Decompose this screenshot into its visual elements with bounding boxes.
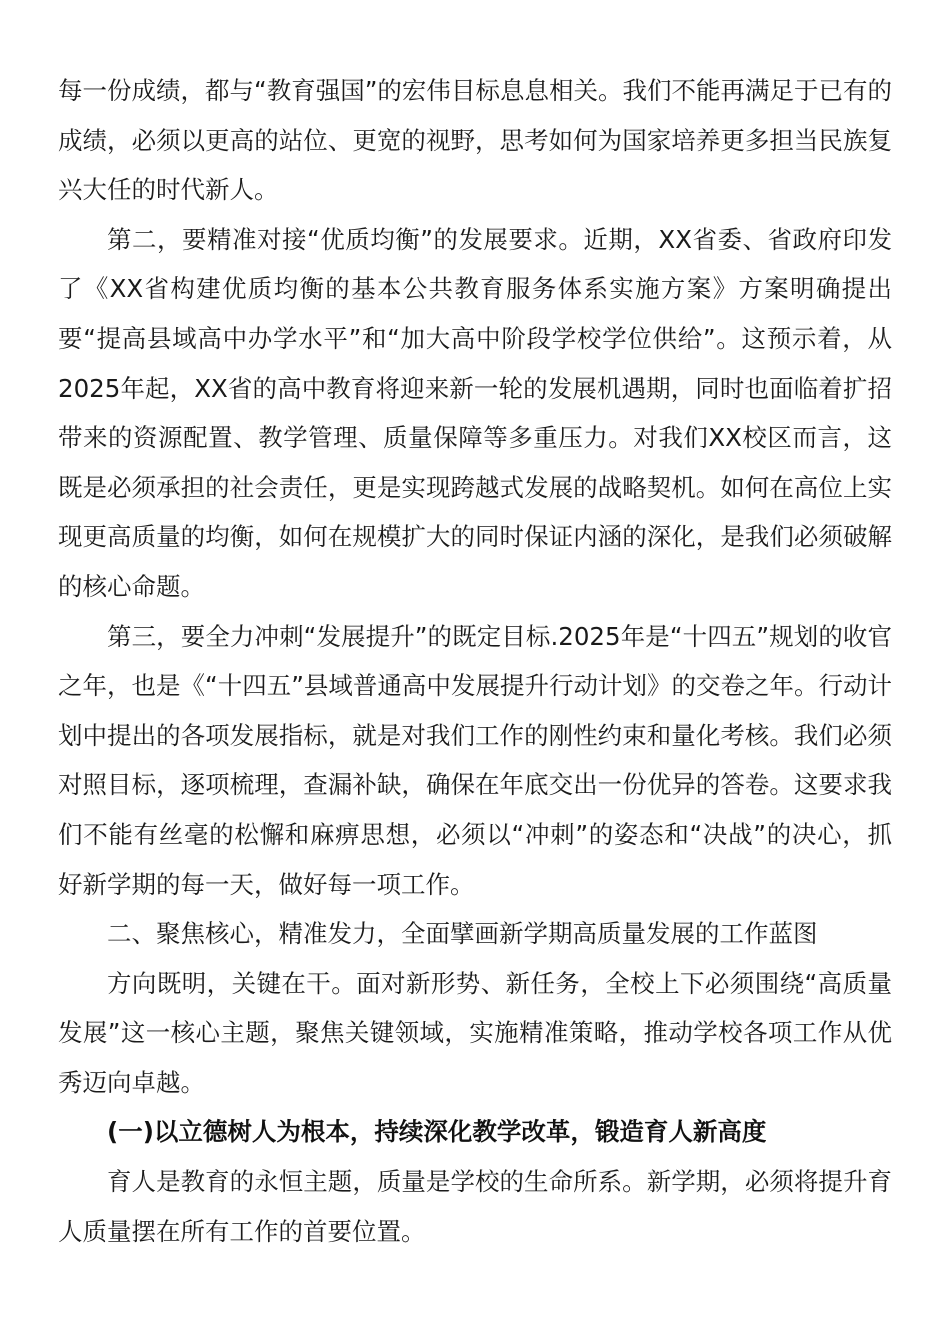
paragraph-education-quality: 育人是教育的永恒主题，质量是学校的生命所系。新学期，必须将提升育人质量摆在所有工作的首要位置。 [58, 1167, 892, 1246]
paragraph-direction: 方向既明，关键在干。面对新形势、新任务，全校上下必须围绕“高质量发展”这一核心主题，聚焦关键领域，实施精准策略，推动学校各项工作从优秀迈向卓越。 [58, 968, 892, 1097]
paragraph-second-requirement: 第二，要精准对接“优质均衡”的发展要求。近期，XX省委、省政府印发了《XX省构建优质均衡的基本公共教育服务体系实施方案》方案明确提出要“提高县域高中办学水平”和“加大高中阶段学校学位供给”。这预示着，从2025年起，XX省的高中教育将迎来新一轮的发展机遇期，同时也面临着扩招带来的资源配置、教学管理、质量保障等多重压力。对我们XX校区而言，这既是必须承担的社会责任，更是实现跨越式发展的战略契机。如何在高位上实现更高质量的均衡，如何在规模扩大的同时保证内涵的深化，是我们必须破解的核心命题。 [58, 224, 892, 601]
section-heading-two: 二、聚焦核心，精准发力，全面擘画新学期高质量发展的工作蓝图 [107, 919, 818, 949]
document-body [58, 66, 892, 1256]
subsection-heading-one: (一)以立德树人为根本，持续深化教学改革，锻造育人新高度 [107, 1117, 767, 1147]
paragraph-continuation: 每一份成绩，都与“教育强国”的宏伟目标息息相关。我们不能再满足于已有的成绩，必须以更高的站位、更宽的视野，思考如何为国家培养更多担当民族复兴大任的时代新人。 [58, 76, 892, 205]
paragraph-third-goal: 第三，要全力冲刺“发展提升”的既定目标.2025年是“十四五”规划的收官之年，也是《“十四五”县域普通高中发展提升行动计划》的交卷之年。行动计划中提出的各项发展指标，就是对我们工作的刚性约束和量化考核。我们必须对照目标，逐项梳理，查漏补缺，确保在年底交出一份优异的答卷。这要求我们不能有丝毫的松懈和麻痹思想，必须以“冲刺”的姿态和“决战”的决心，抓好新学期的每一天，做好每一项工作。 [58, 621, 892, 899]
